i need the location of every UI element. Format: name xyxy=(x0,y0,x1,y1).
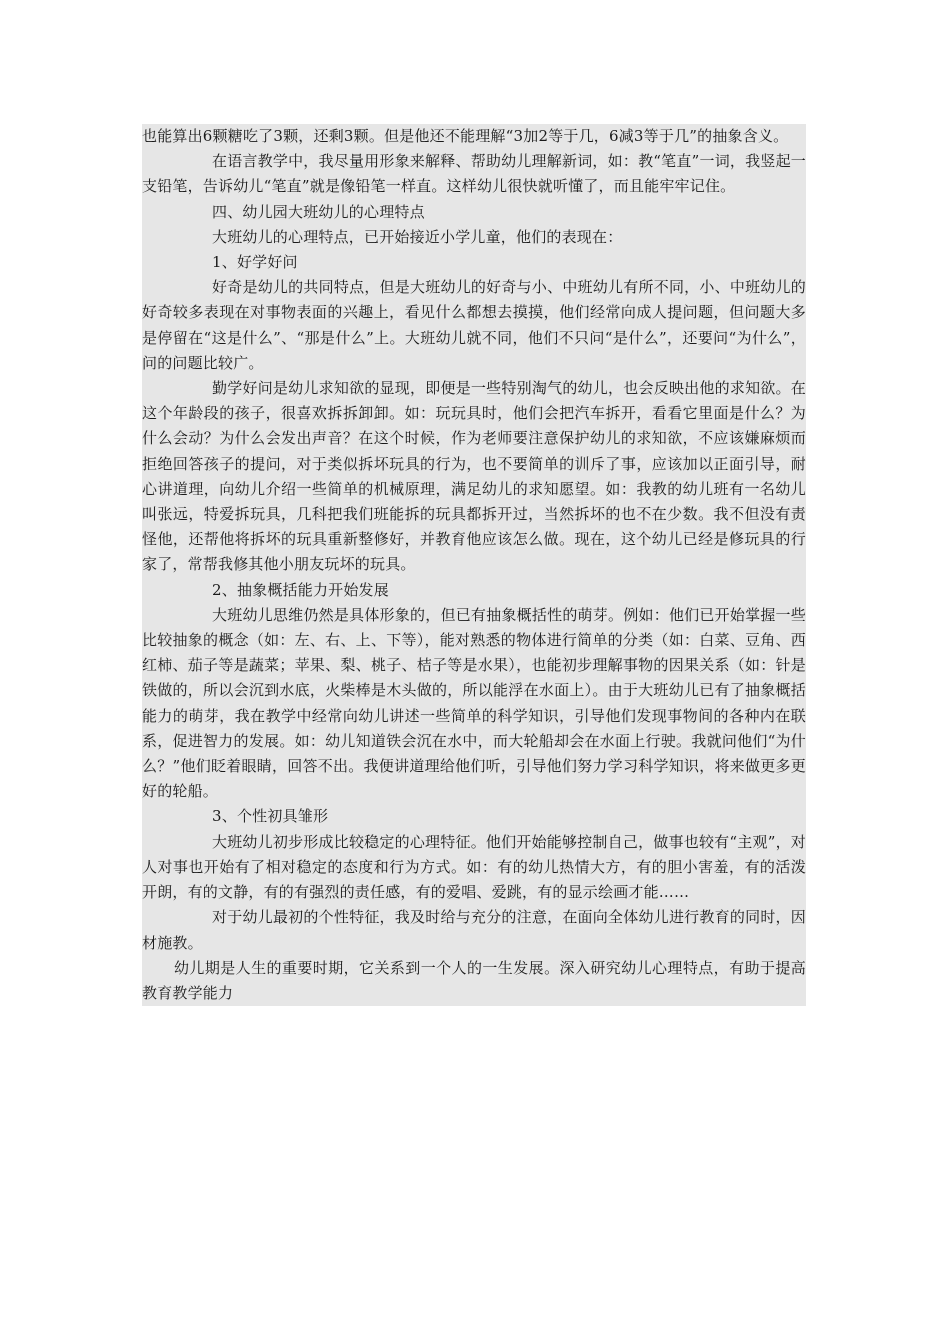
paragraph-language-teaching: 在语言教学中，我尽量用形象来解释、帮助幼儿理解新词，如：教“笔直”一词，我竖起一支铅笔，告诉幼儿“笔直”就是像铅笔一样直。这样幼儿很快就听懂了，而且能牢牢记住。 xyxy=(142,152,806,196)
paragraph-continuation: 也能算出6颗糖吃了3颗，还剩3颗。但是他还不能理解“3加2等于几，6减3等于几”的抽象含义。 xyxy=(142,127,789,145)
section-heading-4: 四、幼儿园大班幼儿的心理特点 xyxy=(212,202,425,221)
paragraph-curiosity: 好奇是幼儿的共同特点，但是大班幼儿的好奇与小、中班幼儿有所不同，小、中班幼儿的好奇较多表现在对事物表面的兴趣上，看见什么都想去摸摸，他们经常向成人提问题，但问题大多是停留在“这是什么”、“那是什么”上。大班幼儿就不同，他们不只问“是什么”，还要问“为什么”，问的问题比较广。 xyxy=(142,278,806,372)
paragraph-individual-teaching: 对于幼儿最初的个性特征，我及时给与充分的注意，在面向全体幼儿进行教育的同时，因材施教。 xyxy=(142,908,806,952)
document-text-block xyxy=(142,124,806,1006)
subheading-2: 2、抽象概括能力开始发展 xyxy=(212,580,389,599)
subheading-1: 1、好学好问 xyxy=(212,253,298,272)
paragraph-personality: 大班幼儿初步形成比较稳定的心理特征。他们开始能够控制自己，做事也较有“主观”，对人对事也开始有了相对稳定的态度和行为方式。如：有的幼儿热情大方，有的胆小害羞，有的活泼开朗，有的文静，有的有强烈的责任感，有的爱唱、爱跳，有的显示绘画才能…… xyxy=(142,832,806,902)
paragraph-abstract-thinking: 大班幼儿思维仍然是具体形象的，但已有抽象概括性的萌芽。例如：他们已开始掌握一些比较抽象的概念（如：左、右、上、下等），能对熟悉的物体进行简单的分类（如：白菜、豆角、西红柿、茄子等是蔬菜；苹果、梨、桃子、桔子等是水果），也能初步理解事物的因果关系（如：针是铁做的，所以会沉到水底，火柴棒是木头做的，所以能浮在水面上）。由于大班幼儿已有了抽象概括能力的萌芽，我在教学中经常向幼儿讲述一些简单的科学知识，引导他们发现事物间的各种内在联系，促进智力的发展。如：幼儿知道铁会沉在水中，而大轮船却会在水面上行驶。我就问他们“为什么？”他们眨着眼睛，回答不出。我便讲道理给他们听，引导他们努力学习科学知识，将来做更多更好的轮船。 xyxy=(142,605,806,801)
paragraph-conclusion: 幼儿期是人生的重要时期，它关系到一个人的一生发展。深入研究幼儿心理特点，有助于提高教育教学能力 xyxy=(142,958,806,1002)
paragraph-eager-learning: 勤学好问是幼儿求知欲的显现，即便是一些特别淘气的幼儿，也会反映出他的求知欲。在这个年龄段的孩子，很喜欢拆拆卸卸。如：玩玩具时，他们会把汽车拆开，看看它里面是什么？为什么会动？为什么会发出声音？在这个时候，作为老师要注意保护幼儿的求知欲，不应该嫌麻烦而拒绝回答孩子的提问，对于类似拆坏玩具的行为，也不要简单的训斥了事，应该加以正面引导，耐心讲道理，向幼儿介绍一些简单的机械原理，满足幼儿的求知愿望。如：我教的幼儿班有一名幼儿叫张远，特爱拆玩具，几科把我们班能拆的玩具都拆开过，当然拆坏的也不在少数。我不但没有责怪他，还帮他将拆坏的玩具重新整修好，并教育他应该怎么做。现在，这个幼儿已经是修玩具的行家了，常帮我修其他小朋友玩坏的玩具。 xyxy=(142,379,806,574)
paragraph-intro: 大班幼儿的心理特点，已开始接近小学儿童，他们的表现在： xyxy=(212,227,623,246)
subheading-3: 3、个性初具雏形 xyxy=(212,807,329,826)
